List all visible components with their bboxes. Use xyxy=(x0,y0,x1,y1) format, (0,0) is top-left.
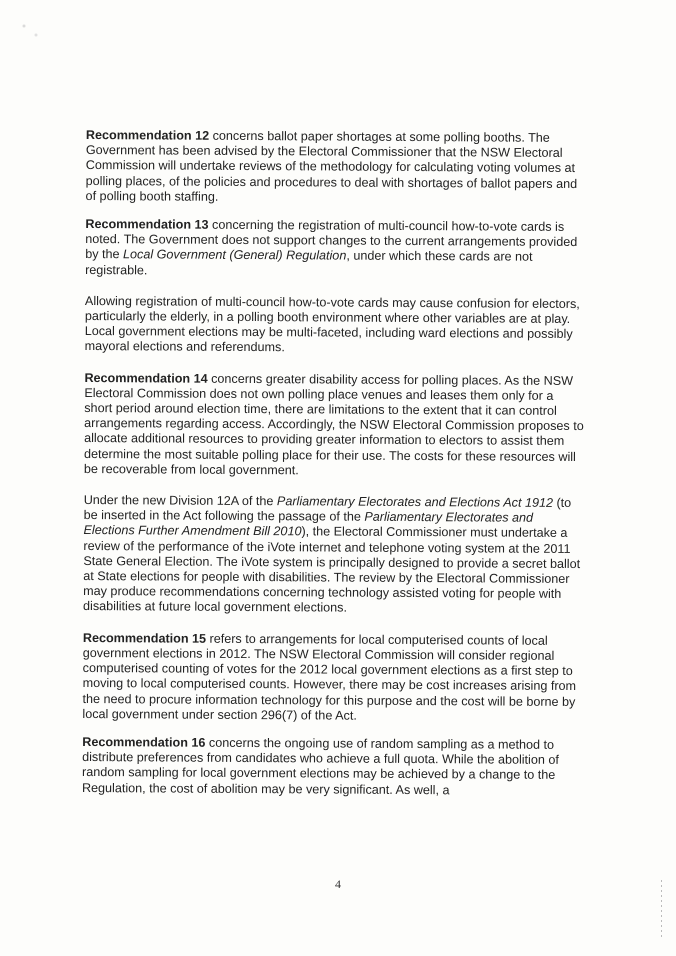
paragraph-recommendation-12 xyxy=(86,128,586,207)
paragraph-recommendation-13 xyxy=(85,217,585,281)
recommendation-heading: Recommendation 16 xyxy=(82,734,206,750)
bill-title: Parliamentary Electorates and Elections Further Amendment Bill 2010 xyxy=(83,509,534,539)
scan-artifact xyxy=(12,14,52,44)
paragraph-text: concerns the ongoing use of random sampling as a method to distribute preferences from candidates who achieve a full quota. While the abolition of random sampling for local government elections may be achieved by a change to the Regulation, the cost of abolition may be very significant. As well, a xyxy=(81,735,559,797)
paragraph-text: , under which these cards are not registrable. xyxy=(85,249,533,278)
scan-edge-mark xyxy=(661,880,662,940)
paragraph-recommendation-14 xyxy=(84,371,585,480)
paragraph-text: Allowing registration of multi-council how-to-vote cards may cause confusion for electors, particularly the elderly, in a polling booth environment where other variables are at play. Local government elections may be multi-faceted, including ward elections and possibly mayoral elections and referendums. xyxy=(84,293,580,355)
paragraph-how-to-vote-cards xyxy=(85,294,585,358)
paragraph-text: concerns greater disability access for polling places. As the NSW Electoral Commission does not own polling place venues and leases them only for a short period around election time, there are limitations to the extent that it can control arrangements regarding access. Accordingly, the NSW Electoral Commission proposes to allocate additional resources to providing greater information to electors to assist them determine the most suitable polling place for their use. The costs for these resources will be recoverable from local government. xyxy=(83,371,584,478)
recommendation-heading: Recommendation 14 xyxy=(84,370,208,386)
paragraph-text: concerning the registration of multi-council how-to-vote cards is noted. The Government does not support changes to the current arrangements provided by the xyxy=(85,217,578,262)
paragraph-text: (to be inserted in the Act following the passage of the xyxy=(83,495,572,524)
document-body xyxy=(82,128,586,815)
recommendation-heading: Recommendation 15 xyxy=(82,630,207,646)
paragraph-recommendation-16 xyxy=(82,735,582,799)
paragraph-text: ), the Electoral Commissioner must undertake a review of the performance of the iVote internet and telephone voting system at the 2011 State General Election. The iVote system is principally designed to provide a secret ballot at State elections for people with disabilities. The review by the Electoral Commissioner may produce recommendations concerning technology assisted voting for people with disabilities at future local government elections. xyxy=(83,524,581,616)
recommendation-heading: Recommendation 13 xyxy=(85,217,209,232)
paragraph-recommendation-15 xyxy=(82,631,583,725)
regulation-title: Local Government (General) Regulation xyxy=(122,247,347,264)
paragraph-text: Under the new Division 12A of the xyxy=(83,493,277,509)
paragraph-text: concerns ballot paper shortages at some polling booths. The Government has been advised by the Electoral Commissioner that the NSW Electoral Commission will undertake reviews of the methodology for calculating voting volumes at polling places, of the policies and procedures to deal with shortages of ballot papers and of polling booth staffing. xyxy=(85,128,578,204)
paragraph-division-12a xyxy=(83,493,584,618)
paragraph-text: refers to arrangements for local computerised counts of local government elections in 2012. The NSW Electoral Commission will consider regional computerised counting of votes for the 2012 local government elections as a first step to moving to local computerised counts. However, there may be cost increases arising from the need to procure information technology for this purpose and the cost will be borne by local government under section 296(7) of the Act. xyxy=(82,631,577,723)
page-number: 4 xyxy=(335,877,341,891)
recommendation-heading: Recommendation 12 xyxy=(85,128,210,143)
act-title: Parliamentary Electorates and Elections Act 1912 xyxy=(276,494,554,510)
